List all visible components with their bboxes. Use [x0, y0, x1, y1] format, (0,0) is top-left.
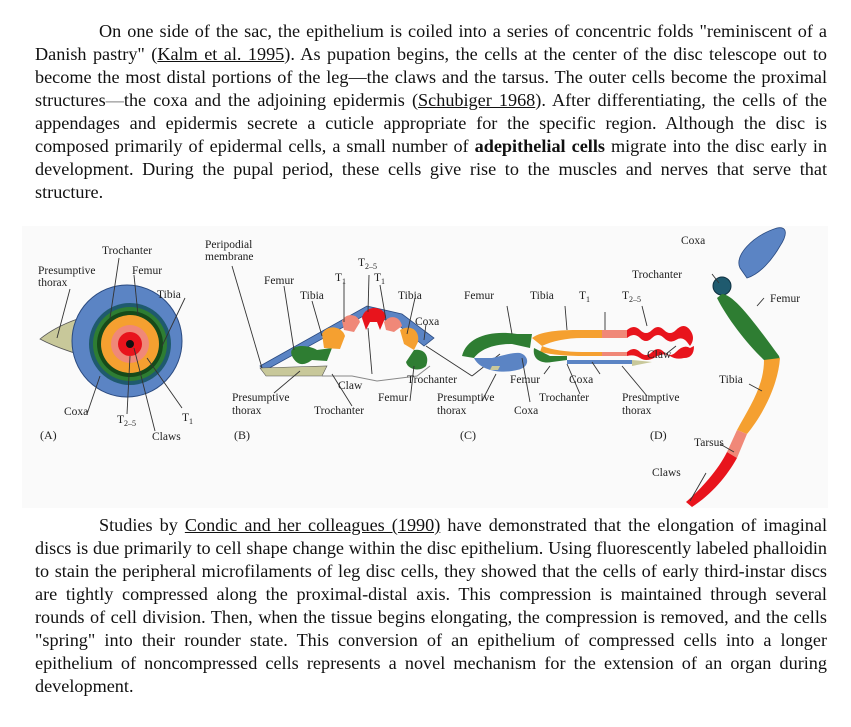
label-thorax: thorax [622, 405, 652, 417]
label-claws: Claws [652, 467, 681, 479]
svg-text:T2–5 [358, 257, 377, 271]
label-trochanter: Trochanter [102, 245, 153, 257]
em-dash: — [105, 90, 124, 110]
subscript: 2–5 [629, 295, 642, 304]
panel-label-a: (A) [40, 428, 57, 442]
panel-label-d: (D) [650, 428, 667, 442]
label-tarsus: Tarsus [694, 437, 724, 449]
label-claws: Claws [152, 431, 181, 443]
label-t1: T [182, 412, 190, 424]
label-femur: Femur [464, 290, 495, 302]
term-adepithelial-cells: adepithelial cells [474, 136, 605, 156]
label-coxa: Coxa [64, 406, 89, 418]
label-presumptive: Presumptive [437, 392, 495, 404]
paragraph-disc-elongation [35, 514, 827, 698]
label-thorax: thorax [38, 277, 68, 289]
label-claw: Claw [338, 380, 363, 392]
panel-a-concentric-disc [38, 245, 193, 443]
label-t1: T [374, 272, 382, 284]
label-femur: Femur [510, 374, 541, 386]
label-thorax: thorax [232, 405, 262, 417]
text: ). After differentiating, the cells of the appendages and epidermis secrete a cuticle appropriate for the specific region. Although the disc is composed primarily of epidermal cells, a small number of [35, 90, 828, 156]
text: On one side of the sac, the epithelium is coiled into a series of concentric folds "reminiscent of a Danish pastry" ( [35, 21, 827, 64]
label-femur: Femur [264, 275, 295, 287]
text: migrate into the disc early in development. During the pupal period, these cells give rise to the muscles and nerves that serve that structure. [35, 136, 827, 202]
label-t1: T [579, 290, 587, 302]
label-tibia: Tibia [398, 290, 422, 302]
subscript: 1 [381, 277, 386, 286]
text: the coxa and the adjoining epidermis ( [123, 90, 419, 110]
label-femur: Femur [132, 265, 163, 277]
svg-text:T1 [579, 290, 590, 304]
label-coxa: Coxa [514, 405, 539, 417]
label-trochanter: Trochanter [314, 405, 365, 417]
citation-link-kalm-1995[interactable]: Kalm et al. 1995 [157, 44, 285, 64]
label-tibia: Tibia [530, 290, 554, 302]
label-tibia: Tibia [719, 374, 743, 386]
subscript: 1 [189, 417, 194, 426]
panel-label-b: (B) [234, 428, 250, 442]
subscript: 1 [342, 277, 347, 286]
panel-c-extending-disc [407, 290, 694, 442]
label-claw: Claw [647, 349, 672, 361]
label-trochanter: Trochanter [632, 269, 683, 281]
panel-label-c: (C) [460, 428, 476, 442]
label-presumptive: Presumptive [622, 392, 680, 404]
label-coxa: Coxa [569, 374, 594, 386]
label-membrane: membrane [205, 251, 254, 263]
text: ). As pupation begins, the cells at the center of the disc telescope out to become the most distal portions of the leg—the claws and the tarsus. The outer cells become the proximal structures [35, 44, 827, 110]
label-t2-5: T [117, 414, 125, 426]
svg-text:T2–5 [622, 290, 641, 304]
panel-d-adult-leg [632, 228, 800, 507]
leg-disc-development-figure [22, 226, 828, 508]
label-tibia: Tibia [300, 290, 324, 302]
label-trochanter: Trochanter [539, 392, 590, 404]
label-coxa: Coxa [681, 235, 706, 247]
label-thorax: thorax [437, 405, 467, 417]
label-t2-5: T [622, 290, 630, 302]
label-t1: T [335, 272, 343, 284]
label-coxa: Coxa [415, 316, 440, 328]
svg-text:T2–5 [117, 414, 136, 428]
subscript: 2–5 [365, 262, 378, 271]
label-femur: Femur [378, 392, 409, 404]
svg-text:T1 [182, 412, 193, 426]
label-presumptive: Presumptive [232, 392, 290, 404]
svg-text:T1 [335, 272, 346, 286]
subscript: 1 [586, 295, 591, 304]
label-tibia: Tibia [157, 289, 181, 301]
label-femur: Femur [770, 293, 801, 305]
citation-link-schubiger-1968[interactable]: Schubiger 1968 [418, 90, 536, 110]
label-peripodial: Peripodial [205, 239, 253, 251]
label-t2-5: T [358, 257, 366, 269]
subscript: 2–5 [124, 419, 137, 428]
citation-link-condic-1990[interactable]: Condic and her colleagues (1990) [184, 515, 441, 535]
svg-text:T1 [374, 272, 385, 286]
label-trochanter: Trochanter [407, 374, 458, 386]
label-presumptive: Presumptive [38, 265, 96, 277]
paragraph-leg-disc-folding [35, 20, 827, 204]
text: Studies by [99, 515, 185, 535]
text: have demonstrated that the elongation of imaginal discs is due primarily to cell shape change within the disc epithelium. Using fluorescently labeled phalloidin to stain the peripheral microfilaments of leg disc cells, they showed that the cells of early third-instar discs are tightly compressed along the proximal-distal axis. This compression is maintained through several rounds of cell division. Then, when the tissue begins elongating, the compression is removed, and the cells "spring" into their rounder state. This conversion of an epithelium of compressed cells into a longer epithelium of noncompressed cells represents a novel mechanism for the extension of an organ during development. [35, 515, 827, 696]
